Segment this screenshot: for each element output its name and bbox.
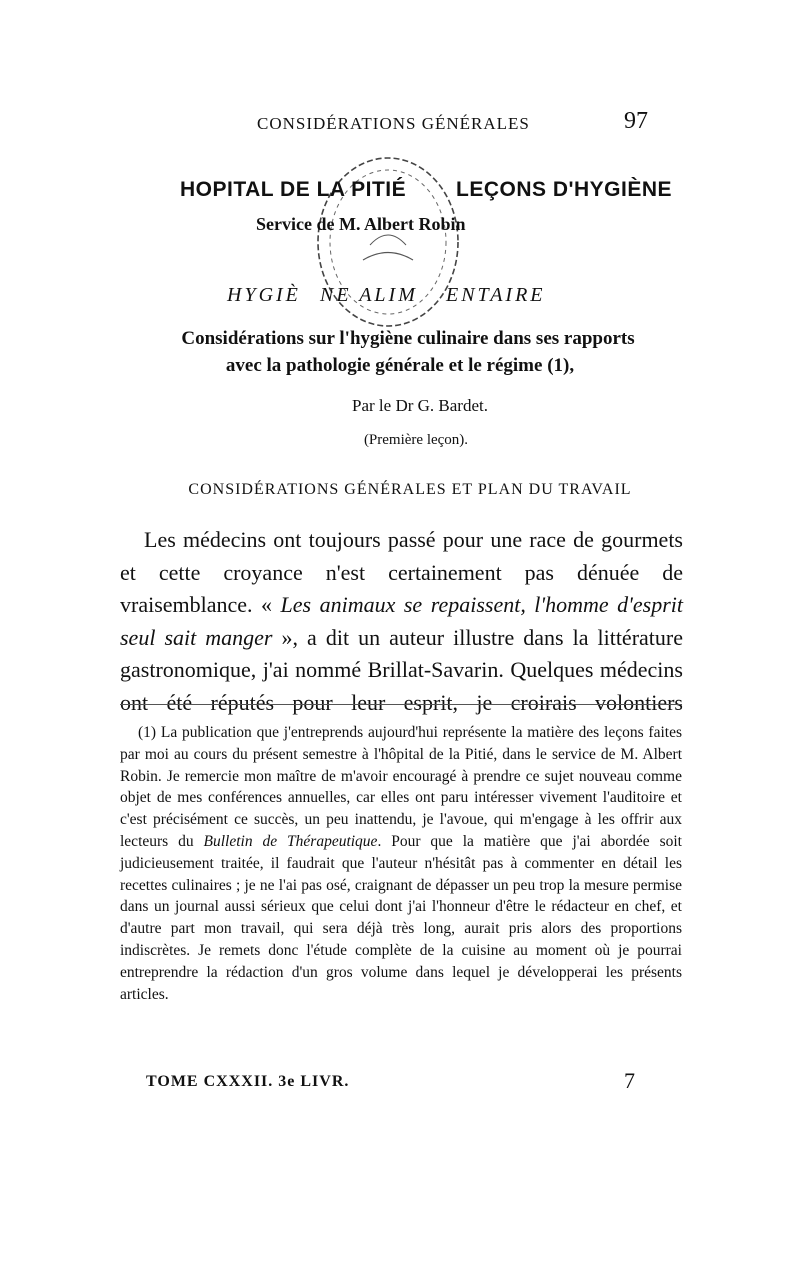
subtitle-line2: avec la pathologie générale et le régime (1), (225, 355, 575, 376)
running-head-title: CONSIDÉRATIONS GÉNÉRALES (257, 114, 530, 133)
lesson-number: (Première leçon). (363, 432, 469, 448)
body-text-start: Les médecins ont toujours passé pour une race de gourmets et cette croyance n'est certainement pas dénuée de vraisemblance. « (120, 527, 683, 617)
footnote-text-end: . Pour que la matière que j'ai abordée soit judicieusement traitée, il faudrait que l'auteur n'hésitât pas à commenter en détail les recettes culinaires ; je ne l'ai pas osé, craignant de dépasser un peu trop la mesure permise dans un journal aussi sérieux que celui dont j'ai l'honneur d'être le rédacteur en chef, et d'autre part mon travail, qui sera déjà très long, aurait pris alors des proportions indiscrètes. Je remets donc l'étude complète de la cuisine au moment où je pourrai entreprendre la rédaction d'un gros volume dans lequel je développerai les présents articles. (120, 832, 682, 1003)
footnote-text-start: (1) La publication que j'entreprends aujourd'hui représente la matière des leçons faites par moi au cours du présent semestre à l'hôpital de la Pitié, dans le service de M. Albert Robin. Je remercie mon maître de m'avoir encouragé à prendre ce sujet nouveau comme objet de mes conférences annuelles, car elles ont paru intéresser vivement l'auditoire et c'est précisément ce succès, un peu inattendu, je l'avoue, qui m'engage à les offrir aux lecteurs du (120, 724, 682, 850)
main-paragraph (120, 524, 683, 719)
lessons-heading: LEÇONS D'HYGIÈNE (456, 178, 673, 201)
subtitle-line1: Considérations sur l'hygiène culinaire dans ses rapports (181, 328, 635, 349)
body-text-end: », a dit un auteur illustre dans la littérature gastronomique, j'ai nommé Brillat-Savarin. Quelques médecins ont été réputés pour leur esprit, je croirais volontiers (120, 624, 683, 715)
hygiene-title-part2: NE ALIM (320, 284, 418, 306)
signature-mark: 7 (624, 1068, 636, 1093)
body-quote: Les animaux se repaissent, l'homme d'esprit seul sait manger (120, 592, 683, 650)
author-line: Par le Dr G. Bardet. (352, 396, 488, 415)
tome-label: TOME CXXXII. 3e LIVR. (146, 1073, 350, 1090)
footnote (120, 722, 682, 1005)
section-title: CONSIDÉRATIONS GÉNÉRALES ET PLAN DU TRAVAIL (188, 481, 632, 498)
hospital-heading: HOPITAL DE LA PITIÉ (180, 178, 407, 201)
footnote-journal-title: Bulletin de Thérapeutique (203, 832, 378, 850)
hygiene-title-part1: HYGIÈ (227, 284, 301, 306)
hygiene-title-part3: ENTAIRE (446, 284, 546, 306)
footnote-divider (120, 704, 682, 705)
page-number: 97 (624, 108, 648, 134)
service-line: Service de M. Albert Robin (256, 214, 466, 234)
